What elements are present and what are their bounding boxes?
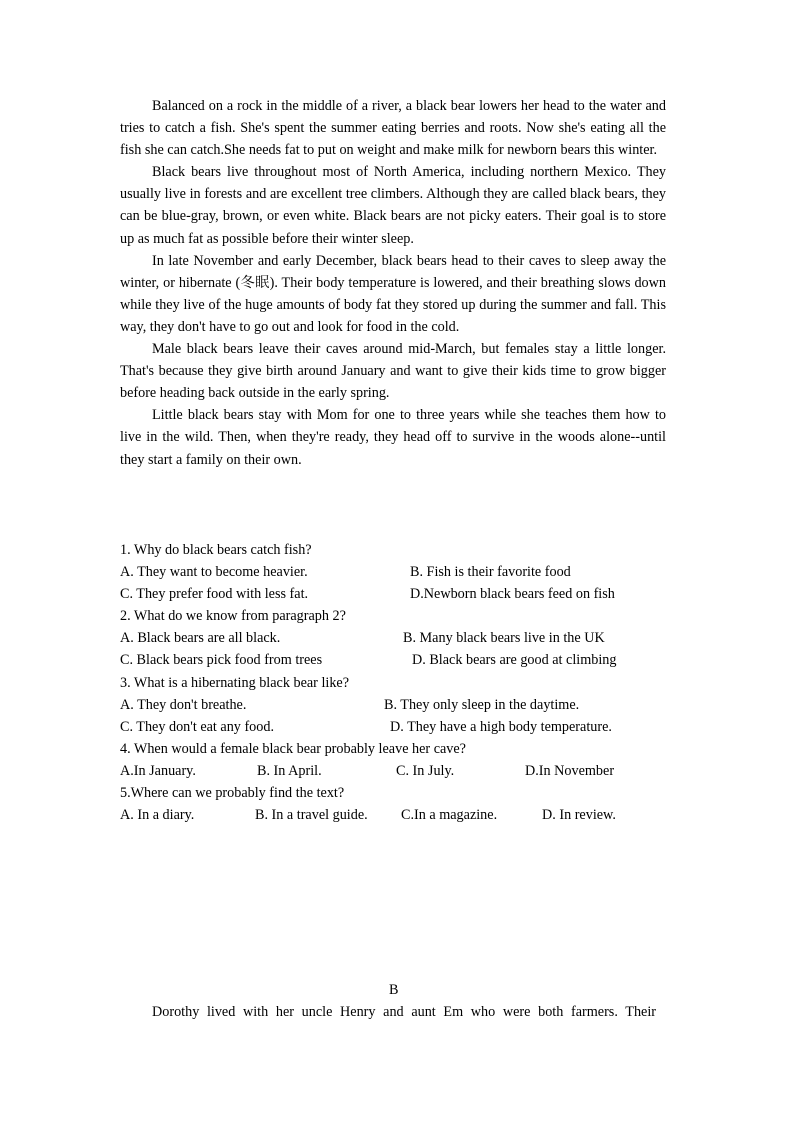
option-c: C. Black bears pick food from trees <box>120 652 323 669</box>
question-stem: 5.Where can we probably find the text? <box>120 785 345 802</box>
option-a: A. They want to become heavier. <box>120 564 308 581</box>
option-a: A. In a diary. <box>120 807 195 824</box>
option-b: B. Fish is their favorite food <box>410 564 571 581</box>
option-d: D. Black bears are good at climbing <box>412 652 617 669</box>
passage-paragraph: Male black bears leave their caves around mid-March, but females stay a little longer. That's because they give birth around January and want to give their kids time to grow bigger before heading back outside in the early spring. <box>120 341 666 402</box>
option-row <box>120 627 680 649</box>
option-c: C. They prefer food with less fat. <box>120 586 309 603</box>
option-c: C.In a magazine. <box>401 807 498 824</box>
passage-b <box>120 1001 656 1023</box>
passage-paragraph: Balanced on a rock in the middle of a river, a black bear lowers her head to the water and tries to catch a fish. She's spent the summer eating berries and roots. Now she's eating all the fish she can catch.She needs fat to put on weight and make milk for newborn bears this winter. <box>120 98 666 159</box>
option-a: A.In January. <box>120 762 196 779</box>
question-stem: 1. Why do black bears catch fish? <box>120 542 312 558</box>
option-row <box>120 804 680 826</box>
passage-paragraph: Little black bears stay with Mom for one to three years while she teaches them how to live in the wild. Then, when they're ready, they head off to survive in the woods alone--until they start a family on their own. <box>120 407 666 468</box>
option-b: B. In April. <box>257 762 322 779</box>
section-b-heading: B <box>389 982 399 998</box>
option-c: C. They don't eat any food. <box>120 718 274 735</box>
option-row <box>120 694 680 716</box>
option-d: D. They have a high body temperature. <box>390 718 612 735</box>
question-stem: 3. What is a hibernating black bear like? <box>120 674 350 691</box>
option-b: B. Many black bears live in the UK <box>403 630 605 647</box>
option-row <box>120 716 680 738</box>
option-a: A. They don't breathe. <box>120 696 247 713</box>
passage-a <box>120 95 666 471</box>
passage-paragraph: In late November and early December, black bears head to their caves to sleep away the winter, or hibernate (冬眠). Their body temperature is lowered, and their breathing slows down while they live of the huge amounts of body fat they stored up during the summer and fall. This way, they don't have to go out and look for food in the cold. <box>120 252 666 335</box>
option-row <box>120 561 680 583</box>
question-stem: 4. When would a female black bear probably leave her cave? <box>120 740 466 757</box>
option-d: D.In November <box>525 762 615 779</box>
option-row <box>120 649 680 671</box>
option-row <box>120 583 680 605</box>
passage-paragraph: Black bears live throughout most of North America, including northern Mexico. They usually live in forests and are excellent tree climbers. Although they are called black bears, they can be blue-gray, brown, or even white. Black bears are not picky eaters. Their goal is to store up as much fat as possible before their winter sleep. <box>120 164 666 247</box>
option-row <box>120 760 680 782</box>
option-b: B. In a travel guide. <box>255 807 368 824</box>
question-stem: 2. What do we know from paragraph 2? <box>120 608 346 625</box>
option-d: D.Newborn black bears feed on fish <box>410 586 615 603</box>
option-a: A. Black bears are all black. <box>120 630 281 647</box>
option-c: C. In July. <box>396 762 455 779</box>
question-list <box>120 539 680 826</box>
option-d: D. In review. <box>542 807 616 824</box>
option-b: B. They only sleep in the daytime. <box>384 696 580 713</box>
passage-b-first-line: Dorothy lived with her uncle Henry and aunt Em who were both farmers. Their <box>152 1004 656 1020</box>
